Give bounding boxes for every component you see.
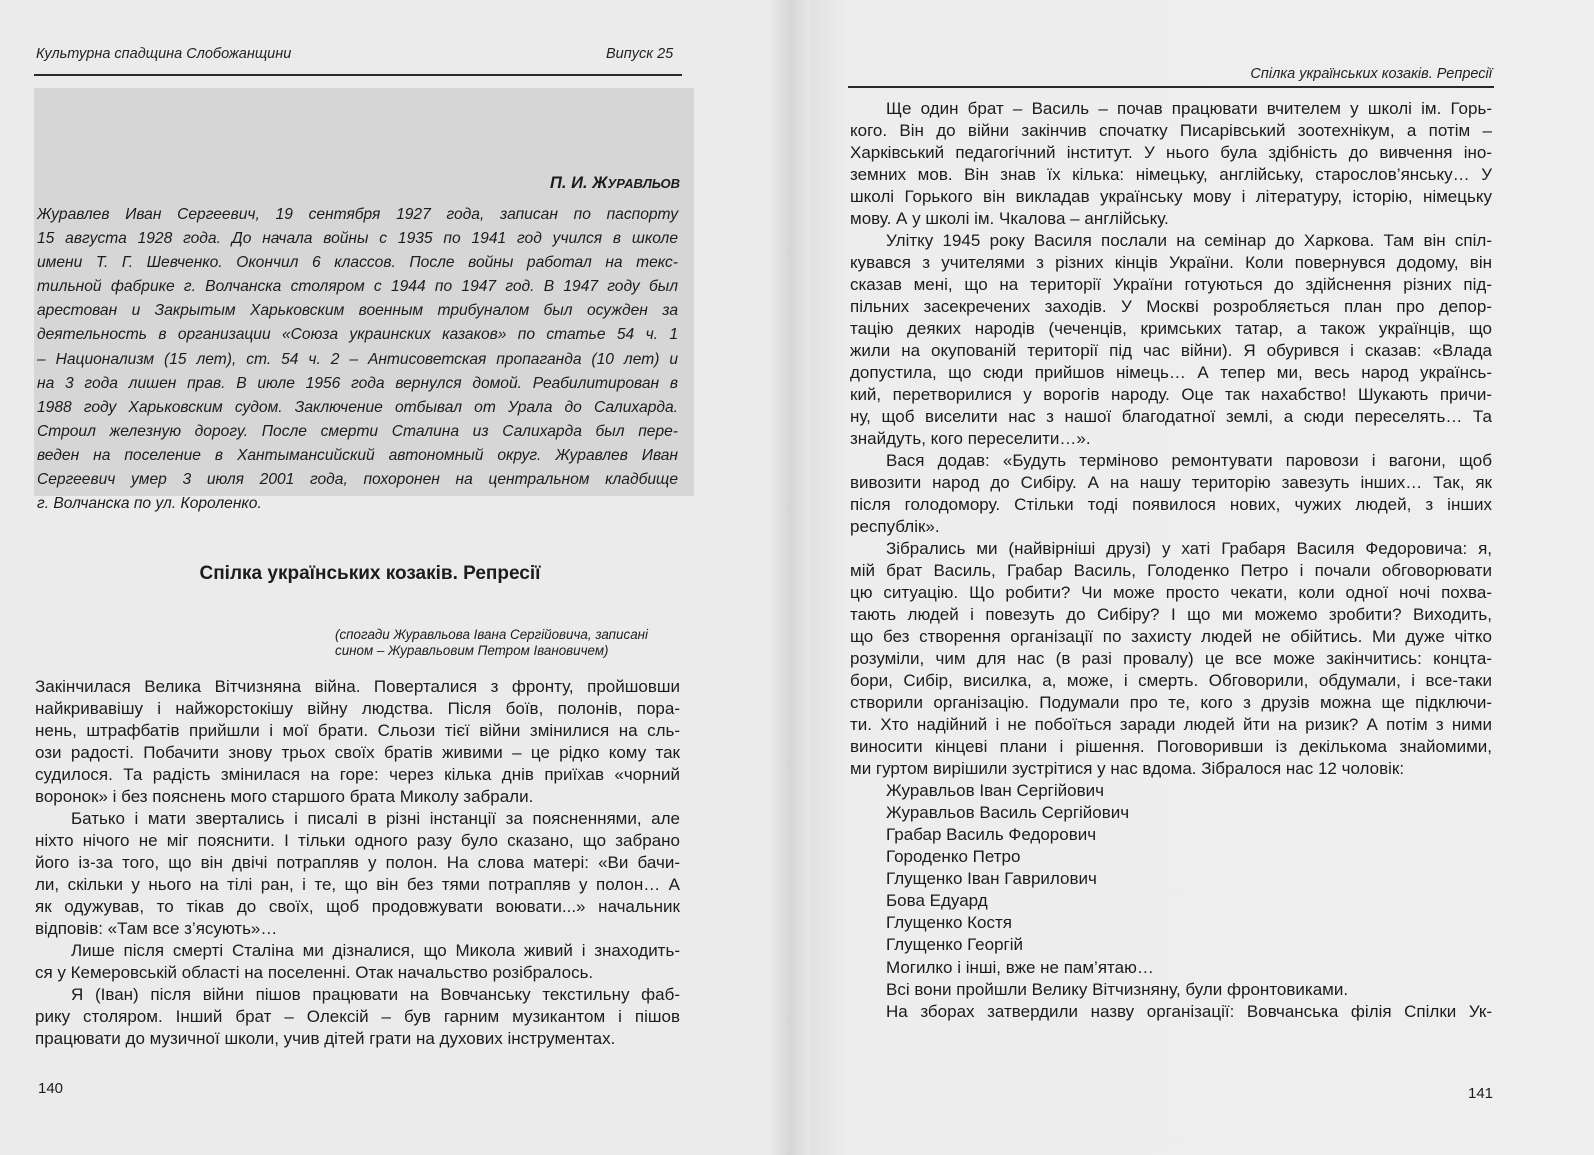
bio-block (37, 203, 678, 516)
text-line: ну, щоб виселити нас з нашої благодатної землі, а сюди переселять… Та (850, 407, 1492, 426)
text-line: На зборах затвердили назву організації: Вовчанська філія Спілки Ук- (886, 1001, 1492, 1021)
bio-line: на 3 года лишен прав. В июле 1956 года вернулся домой. Реабилитирован в (37, 374, 678, 392)
bio-line: арестован и Закрытым Харьковским военным трибуналом был осужден за (37, 302, 678, 320)
member-name: Глущенко Іван Гаврилович (886, 869, 1097, 889)
text-line: Харківський педагогічний інститут. У нього була здібність до вивчення іно- (850, 143, 1492, 162)
text-line: допустила, що сюди прийшов німець… А тепер ми, весь народ українсь- (850, 363, 1492, 382)
text-line: створили організацію. Подумали про те, кого з друзів можна ще підключи- (850, 693, 1492, 712)
member-name: Бова Едуард (886, 891, 988, 911)
text-line: тацію деяких народів (чеченців, кримських татар, а також українців, що (850, 319, 1492, 338)
right-body-text (850, 98, 1492, 1023)
author-surname: УРАВЛЬОВ (607, 176, 680, 191)
section-subtitle (335, 627, 648, 658)
bio-line: веден на поселение в Хантымансийский автономный округ. Журавлев Иван (37, 446, 678, 464)
paragraph (850, 230, 1492, 450)
left-body-text (35, 676, 680, 1050)
text-line: мову. А у школі ім. Чкалова – англійську. (850, 209, 1169, 228)
paragraph (850, 98, 1492, 230)
text-line: ти. Хто надійний і не побоїться заради людей йти на ризик? А потім з ними (850, 715, 1492, 734)
text-line: республік». (850, 517, 940, 536)
paragraph (35, 940, 680, 984)
text-line: Закінчилася Велика Вітчизняна війна. Поверталися з фронту, пройшовши (35, 677, 680, 696)
bio-line: Журавлев Иван Сергеевич, 19 сентября 1927 года, записан по паспорту (37, 206, 678, 223)
text-line: нень, штрафбатів прийшли і мої брати. Сльози тієї війни змінилися на сль- (35, 721, 680, 740)
text-line: ози радості. Побачити знову трьох своїх братів живими – це рідко кому так (35, 743, 680, 762)
text-line: Я (Іван) після війни пішов працювати на Вовчанську текстильну фаб- (71, 985, 680, 1004)
text-line: після голодомору. Стільки тоді появилося нових, чужих людей, з інших (850, 495, 1492, 514)
text-line: кувався з учителями з різних кінців України. Коли повернувся додому, він (850, 253, 1492, 272)
bio-line: имени Т. Г. Шевченко. Окончил 6 классов. После войны работал на текс- (37, 254, 678, 272)
text-line: Батько і мати звертались і писалі в різні інстанції за поясненнями, але (71, 809, 680, 828)
text-line: кого. Він до війни закінчив спочатку Писарівський зоотехнікум, а потім – (850, 121, 1492, 140)
text-line: відповів: «Там все з’ясують»… (35, 919, 278, 938)
text-line: вивозити народ до Сибіру. А на нашу територію завезуть інших… Так, як (850, 473, 1492, 492)
running-header-right: Спілка українських козаків. Репресії (1250, 66, 1492, 82)
paragraph (35, 984, 680, 1050)
text-line: Ще один брат – Василь – почав працювати вчителем у школі ім. Горь- (886, 99, 1492, 118)
author-name (550, 174, 680, 193)
text-line: школі Горького він викладав українську мову і літературу, історію, німецьку (850, 187, 1492, 206)
bio-line: тильной фабрике г. Волчанска столяром с 1944 по 1947 год. В 1947 году был (37, 278, 678, 296)
page-number-right: 141 (1468, 1085, 1494, 1102)
text-line: Лише після смерті Сталіна ми дізналися, що Микола живий і знаходить- (71, 941, 680, 960)
text-line: жили на окупованій території під час війни). Я обурився і сказав: «Влада (850, 341, 1492, 360)
text-line: мій брат Василь, Грабар Василь, Голоденко Петро і почали обговорювати (850, 561, 1492, 580)
text-line: ся у Кемеровській області на поселенні. Отак начальство розібралось. (35, 963, 594, 982)
text-line: що без створення організації по захисту людей не обійтись. Ми дуже чітко (850, 627, 1492, 646)
book-spine (770, 0, 810, 1155)
text-line: працювати до музичної школи, учив дітей грати на духових інструментах. (35, 1029, 616, 1048)
text-line: рику столяром. Інший брат – Олексій – був гарним музикантом і пішов (35, 1007, 680, 1026)
text-line: ми гуртом вирішили зустрітися у нас вдома. Зібралося нас 12 чоловік: (850, 759, 1405, 778)
member-name: Глущенко Костя (886, 913, 1012, 933)
paragraph (35, 808, 680, 940)
header-rule-right (848, 86, 1494, 88)
text-line: сказав мені, що на території України готуються до здійснення різних під- (850, 275, 1492, 294)
text-line: тають людей і повезуть до Сибіру? І що ми можемо зробити? Виходить, (850, 605, 1492, 624)
text-line: його із-за того, що він двічі потрапляв у полон. На слова матері: «Ви бачи- (35, 853, 680, 872)
text-line: пільних засекречених заходів. У Москві розробляється план про депор- (850, 297, 1492, 316)
paragraph (35, 676, 680, 808)
bio-line: деятельность в организации «Союза украинских казаков» по статье 54 ч. 1 (37, 326, 678, 344)
text-line: кий, перетворилися у ворогів народу. Оце так нахабство! Шукають причи- (850, 385, 1492, 404)
bio-line: – Национализм (15 лет), ст. 54 ч. 2 – Антисоветская пропаганда (10 лет) и (37, 350, 678, 368)
page-number-left: 140 (38, 1080, 64, 1097)
text-line: земних мов. Він знав їх кілька: німецьку, англійську, старослов’янську… У (850, 165, 1492, 184)
text-line: судилося. Та радість змінилася на горе: через кілька днів приїхав «чорний (35, 765, 680, 784)
text-line: ніхто нічого не міг пояснити. І тільки одного разу було сказано, що забрано (35, 831, 680, 850)
member-name: Журавльов Василь Сергійович (886, 803, 1130, 823)
text-line: Улітку 1945 року Василя послали на семінар до Харкова. Там він спіл- (886, 231, 1492, 250)
text-line: воронок» і без пояснень мого старшого брата Миколу забрали. (35, 787, 534, 806)
section-title: Спілка українських козаків. Репресії (199, 563, 541, 584)
text-line: цю ситуацію. Що робити? Чи може просто чекати, коли одної ночі похва- (850, 583, 1492, 602)
text-line: ли, скільки у нього на тілі ран, і те, що він без тями потрапляв у полон… А (35, 875, 680, 894)
bio-line: г. Волчанска по ул. Короленко. (37, 495, 262, 513)
member-list (850, 780, 1492, 979)
running-header-title: Культурна спадщина Слобожанщини (36, 46, 292, 62)
text-line: розуміли, чим для нас (в разі провалу) це все може закінчитись: концта- (850, 649, 1492, 668)
text-line: бори, Сибір, висилка, а, може, і смерть. Обговорили, обдумали, і все-таки (850, 671, 1492, 690)
text-line: найкривавішу і найжорстокішу війну людства. Після боїв, полонів, пора- (35, 699, 680, 718)
running-header-issue: Випуск 25 (606, 46, 674, 62)
paragraph (850, 450, 1492, 538)
text-line: Вася додав: «Будуть терміново ремонтувати паровози і вагони, щоб (886, 451, 1492, 470)
author-initials: П. И. Ж (550, 174, 608, 192)
bio-line: Сергеевич умер 3 июля 2001 года, похоронен на центральном кладбище (37, 471, 678, 489)
text-line: як одужував, то тікав до своїх, щоб продовжувати воювати...» начальник (35, 897, 680, 916)
bio-line: 15 августа 1928 года. До начала войны с 1935 по 1941 год учился в школе (37, 230, 678, 248)
text-line: Зібрались ми (найвірніші друзі) у хаті Грабаря Василя Федоровича: я, (886, 539, 1492, 558)
text-line: виносити кінцеві плани і рішення. Поговоривши із декількома знайомими, (850, 737, 1492, 756)
bio-line: 1988 году Харьковским судом. Заключение отбывал от Урала до Салихарда. (37, 398, 678, 416)
bio-line: Строил железную дорогу. После смерти Сталина из Салихарда был пере- (37, 422, 678, 440)
subtitle-line: (спогади Журавльова Івана Сергійовича, записані (335, 627, 648, 642)
subtitle-line: сином – Журавльовим Петром Івановичем) (335, 642, 609, 658)
member-name: Журавльов Іван Сергійович (886, 781, 1104, 800)
header-rule (34, 74, 682, 76)
member-name: Городенко Петро (886, 847, 1021, 867)
text-line: Всі вони пройшли Велику Вітчизняну, були фронтовиками. (886, 979, 1349, 999)
text-line: знайдуть, кого переселити…». (850, 429, 1091, 448)
member-name: Грабар Василь Федорович (886, 825, 1097, 845)
member-name: Могилко і інші, вже не пам’ятаю… (886, 957, 1154, 977)
paragraph (850, 538, 1492, 780)
member-name: Глущенко Георгій (886, 935, 1024, 955)
